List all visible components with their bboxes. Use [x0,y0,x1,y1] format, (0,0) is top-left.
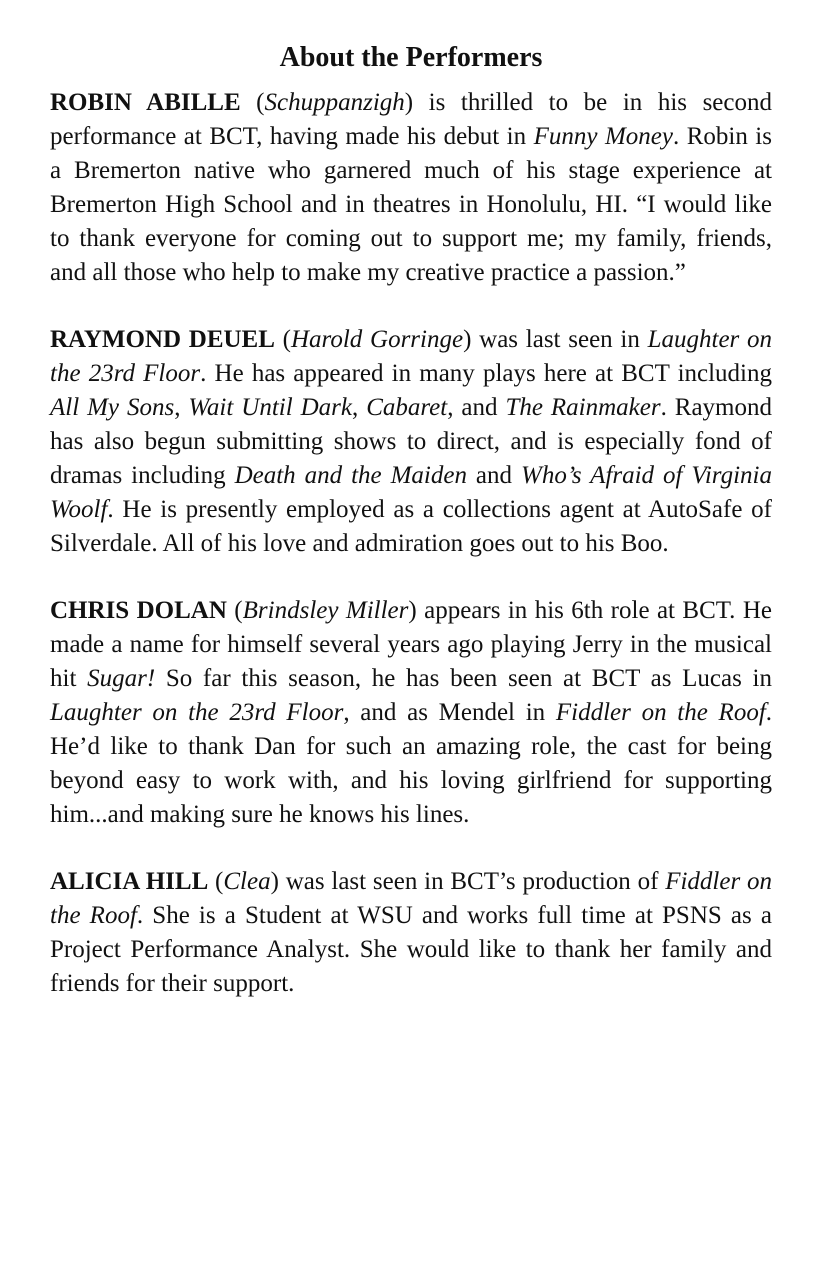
show-title: Wait Until Dark [188,394,352,421]
bio-text: So far this season, he has been seen at BCT as Lucas in [155,665,772,692]
bio-text: . He has appeared in many plays here at BCT including [200,360,773,387]
performer-bio [50,594,772,832]
performer-name: ALICIA HILL [50,868,209,895]
character-name: Brindsley Miller [242,597,409,624]
bio-text: ) appears in his 6th role at BCT. He made a name for himself several years ago playing Jerry in the musical hit [50,597,772,692]
bio-text: , and as Mendel in [343,699,556,726]
bio-text: . Robin is a Bremerton native who garnered much of his stage experience at Bremerton High School and in theatres in Honolulu, HI. “I would like to thank everyone for coming out to support me; my family, friends, and all those who help to make my creative practice a passion.” [50,123,772,286]
program-page [50,38,772,1001]
show-title: All My Sons [50,394,175,421]
performer-bio [50,86,772,290]
show-title: Death and the Maiden [234,462,467,489]
performer-name: RAYMOND DEUEL [50,326,275,353]
bio-text: ( [274,326,291,353]
character-name: Clea [223,868,271,895]
show-title: The Rainmaker [505,394,661,421]
bio-text: ( [240,89,265,116]
show-title: Funny Money [533,123,673,150]
bio-text: , and [447,394,506,421]
bio-text: ) was last seen in BCT’s production of [270,868,666,895]
bio-text: . He’d like to thank Dan for such an amazing role, the cast for being beyond easy to work with, and his loving girlfriend for supporting him...and making sure he knows his lines. [50,699,773,828]
bio-text: . He is presently employed as a collections agent at AutoSafe of Silverdale. All of his love and admiration goes out to his Boo. [50,496,772,557]
character-name: Schuppanzigh [264,89,405,116]
performer-name: ROBIN ABILLE [50,89,241,116]
bio-text: , [174,394,189,421]
bio-text: . She is a Student at WSU and works full time at PSNS as a Project Performance Analyst. She would like to thank her family and friends for their support. [50,902,772,997]
bio-text: ( [226,597,243,624]
bio-text: . Raymond has also begun submitting shows to direct, and is especially fond of dramas including [50,394,773,489]
show-title: Who’s Afraid of Virginia Woolf [50,462,772,523]
performer-bio [50,865,772,1001]
performer-bio [50,323,772,561]
show-title: Fiddler on the Roof [50,868,772,929]
bio-text: ) is thrilled to be in his second performance at BCT, having made his debut in [50,89,772,150]
bio-text: and [466,462,521,489]
show-title: Laughter on the 23rd Floor [50,699,344,726]
performer-name: CHRIS DOLAN [50,597,227,624]
show-title: Cabaret [366,394,448,421]
page-title: About the Performers [279,42,543,73]
bio-text: , [351,394,367,421]
show-title: Fiddler on the Roof [555,699,766,726]
character-name: Harold Gorringe [290,326,464,353]
show-title: Laughter on the 23rd Floor [50,326,773,387]
bio-text: ( [208,868,224,895]
bio-text: ) was last seen in [463,326,648,353]
show-title: Sugar! [87,665,156,692]
performer-bios [50,86,772,1001]
